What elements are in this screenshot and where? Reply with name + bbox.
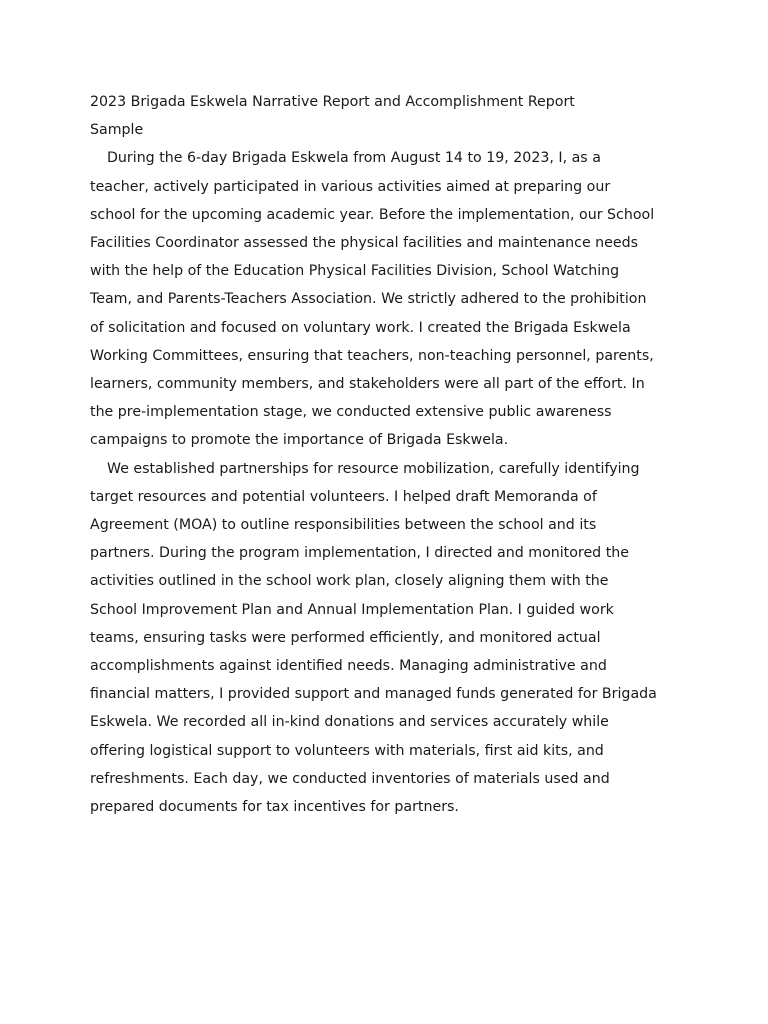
- document-page: [90, 88, 658, 821]
- document-subtitle: Sample: [90, 122, 144, 139]
- paragraph-2: We established partnerships for resource mobilization, carefully identifying target resources and potential volunteers. I helped draft Memoranda of Agreement (MOA) to outline responsibilities between the school and its partners. During the program implementation, I directed and monitored the activities outlined in the school work plan, closely aligning them with the School Improvement Plan and Annual Implementation Plan. I guided work teams, ensuring tasks were performed efficiently, and monitored actual accomplishments against identified needs. Managing administrative and financial matters, I provided support and managed funds generated for Brigada Eskwela. We recorded all in-kind donations and services accurately while offering logistical support to volunteers with materials, first aid kits, and refreshments. Each day, we conducted inventories of materials used and prepared documents for tax incentives for partners.: [90, 460, 657, 816]
- paragraph-1: During the 6-day Brigada Eskwela from August 14 to 19, 2023, I, as a teacher, actively participated in various activities aimed at preparing our school for the upcoming academic year. Before the implementation, our School Facilities Coordinator assessed the physical facilities and maintenance needs with the help of the Education Physical Facilities Division, School Watching Team, and Parents-Teachers Association. We strictly adhered to the prohibition of solicitation and focused on voluntary work. I created the Brigada Eskwela Working Committees, ensuring that teachers, non-teaching personnel, parents, learners, community members, and stakeholders were all part of the effort. In the pre-implementation stage, we conducted extensive public awareness campaigns to promote the importance of Brigada Eskwela.: [90, 150, 655, 449]
- document-title: 2023 Brigada Eskwela Narrative Report and Accomplishment Report: [90, 94, 575, 110]
